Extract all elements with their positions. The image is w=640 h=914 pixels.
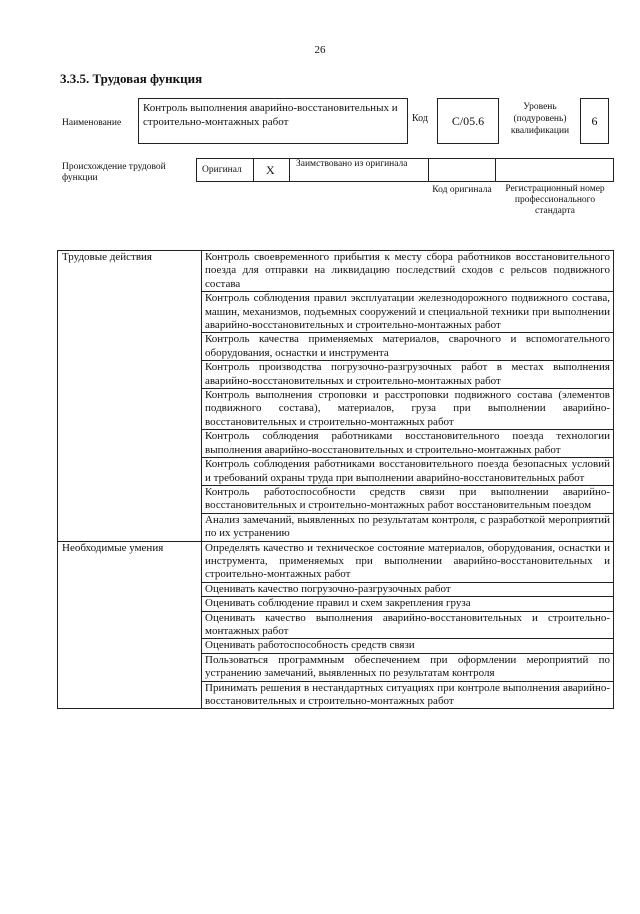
borrowed-cell	[289, 158, 429, 182]
original-mark-cell	[253, 158, 290, 182]
original-label: Оригинал	[202, 165, 242, 175]
list-item: Контроль работоспособности средств связи при выполнении аварийно-восстановительных и строительно-монтажных работ восстановительным поездом	[202, 485, 614, 513]
table-row	[58, 541, 614, 582]
reg-number-cell	[495, 158, 614, 182]
list-item: Оценивать качество погрузочно-разгрузочных работ	[202, 582, 614, 596]
list-item: Контроль качества применяемых материалов, сварочного и вспомогательного оборудования, оснастки и инструмента	[202, 333, 614, 361]
group-label-skills: Необходимые умения	[58, 541, 202, 709]
name-label: Наименование	[62, 118, 122, 128]
list-item: Пользоваться программным обеспечением при оформлении мероприятий по устранению замечаний, выявленных по результатам контроля	[202, 653, 614, 681]
list-item: Контроль соблюдения работниками восстановительного поезда безопасных условий и требований охраны труда при выполнении аварийно-восстановительных работ	[202, 458, 614, 486]
original-cell	[196, 158, 254, 182]
level-box	[580, 98, 609, 144]
code-original-caption: Код оригинала	[432, 185, 492, 195]
function-details-table	[57, 250, 614, 709]
list-item: Контроль соблюдения работниками восстановительного поезда технологии выполнения аварийно-восстановительных и строительно-монтажных работ	[202, 430, 614, 458]
page-number: 26	[314, 44, 326, 56]
borrowed-label: Заимствовано из оригинала	[296, 159, 408, 169]
level-value: 6	[591, 113, 598, 128]
level-label: Уровень (подуровень) квалификации	[510, 102, 570, 136]
list-item: Принимать решения в нестандартных ситуациях при контроле выполнения аварийно-восстановительных и строительно-монтажных работ	[202, 681, 614, 709]
list-item: Оценивать работоспособность средств связи	[202, 639, 614, 653]
original-mark: X	[266, 163, 275, 177]
origin-label: Происхождение трудовой функции	[62, 162, 166, 183]
list-item: Определять качество и техническое состояние материалов, оборудования, оснастки и инструмента, применяемых при выполнении аварийно-восстановительных и строительно-монтажных работ	[202, 541, 614, 582]
reg-number-caption: Регистрационный номер профессионального стандарта	[505, 184, 605, 216]
list-item: Контроль соблюдения правил эксплуатации железнодорожного подвижного состава, машин, механизмов, подъемных сооружений и специальной техники при выполнении аварийно-восстановительных и строительно-монтажных работ	[202, 292, 614, 333]
list-item: Контроль выполнения строповки и расстроповки подвижного состава (элементов подвижного состава), материалов, груза при выполнении аварийно-восстановительных и строительно-монтажных работ	[202, 389, 614, 430]
code-original-cell	[428, 158, 496, 182]
group-label-actions: Трудовые действия	[58, 251, 202, 542]
code-label: Код	[412, 113, 428, 124]
list-item: Контроль производства погрузочно-разгрузочных работ в местах выполнения аварийно-восстановительных и строительно-монтажных работ	[202, 361, 614, 389]
list-item: Оценивать соблюдение правил и схем закрепления груза	[202, 597, 614, 611]
list-item: Анализ замечаний, выявленных по результатам контроля, с разработкой мероприятий по их устранению	[202, 513, 614, 541]
code-box	[437, 98, 499, 144]
code-value: C/05.6	[451, 113, 485, 128]
list-item: Оценивать качество выполнения аварийно-восстановительных и строительно-монтажных работ	[202, 611, 614, 639]
function-name-box	[138, 98, 408, 144]
section-title: 3.3.5. Трудовая функция	[60, 71, 203, 86]
list-item: Контроль своевременного прибытия к месту сбора работников восстановительного поезда для отправки на ликвидацию последствий сходов с рельсов подвижного состава	[202, 251, 614, 292]
table-row	[58, 251, 614, 292]
function-name: Контроль выполнения аварийно-восстановительных и строительно-монтажных работ	[143, 102, 398, 128]
